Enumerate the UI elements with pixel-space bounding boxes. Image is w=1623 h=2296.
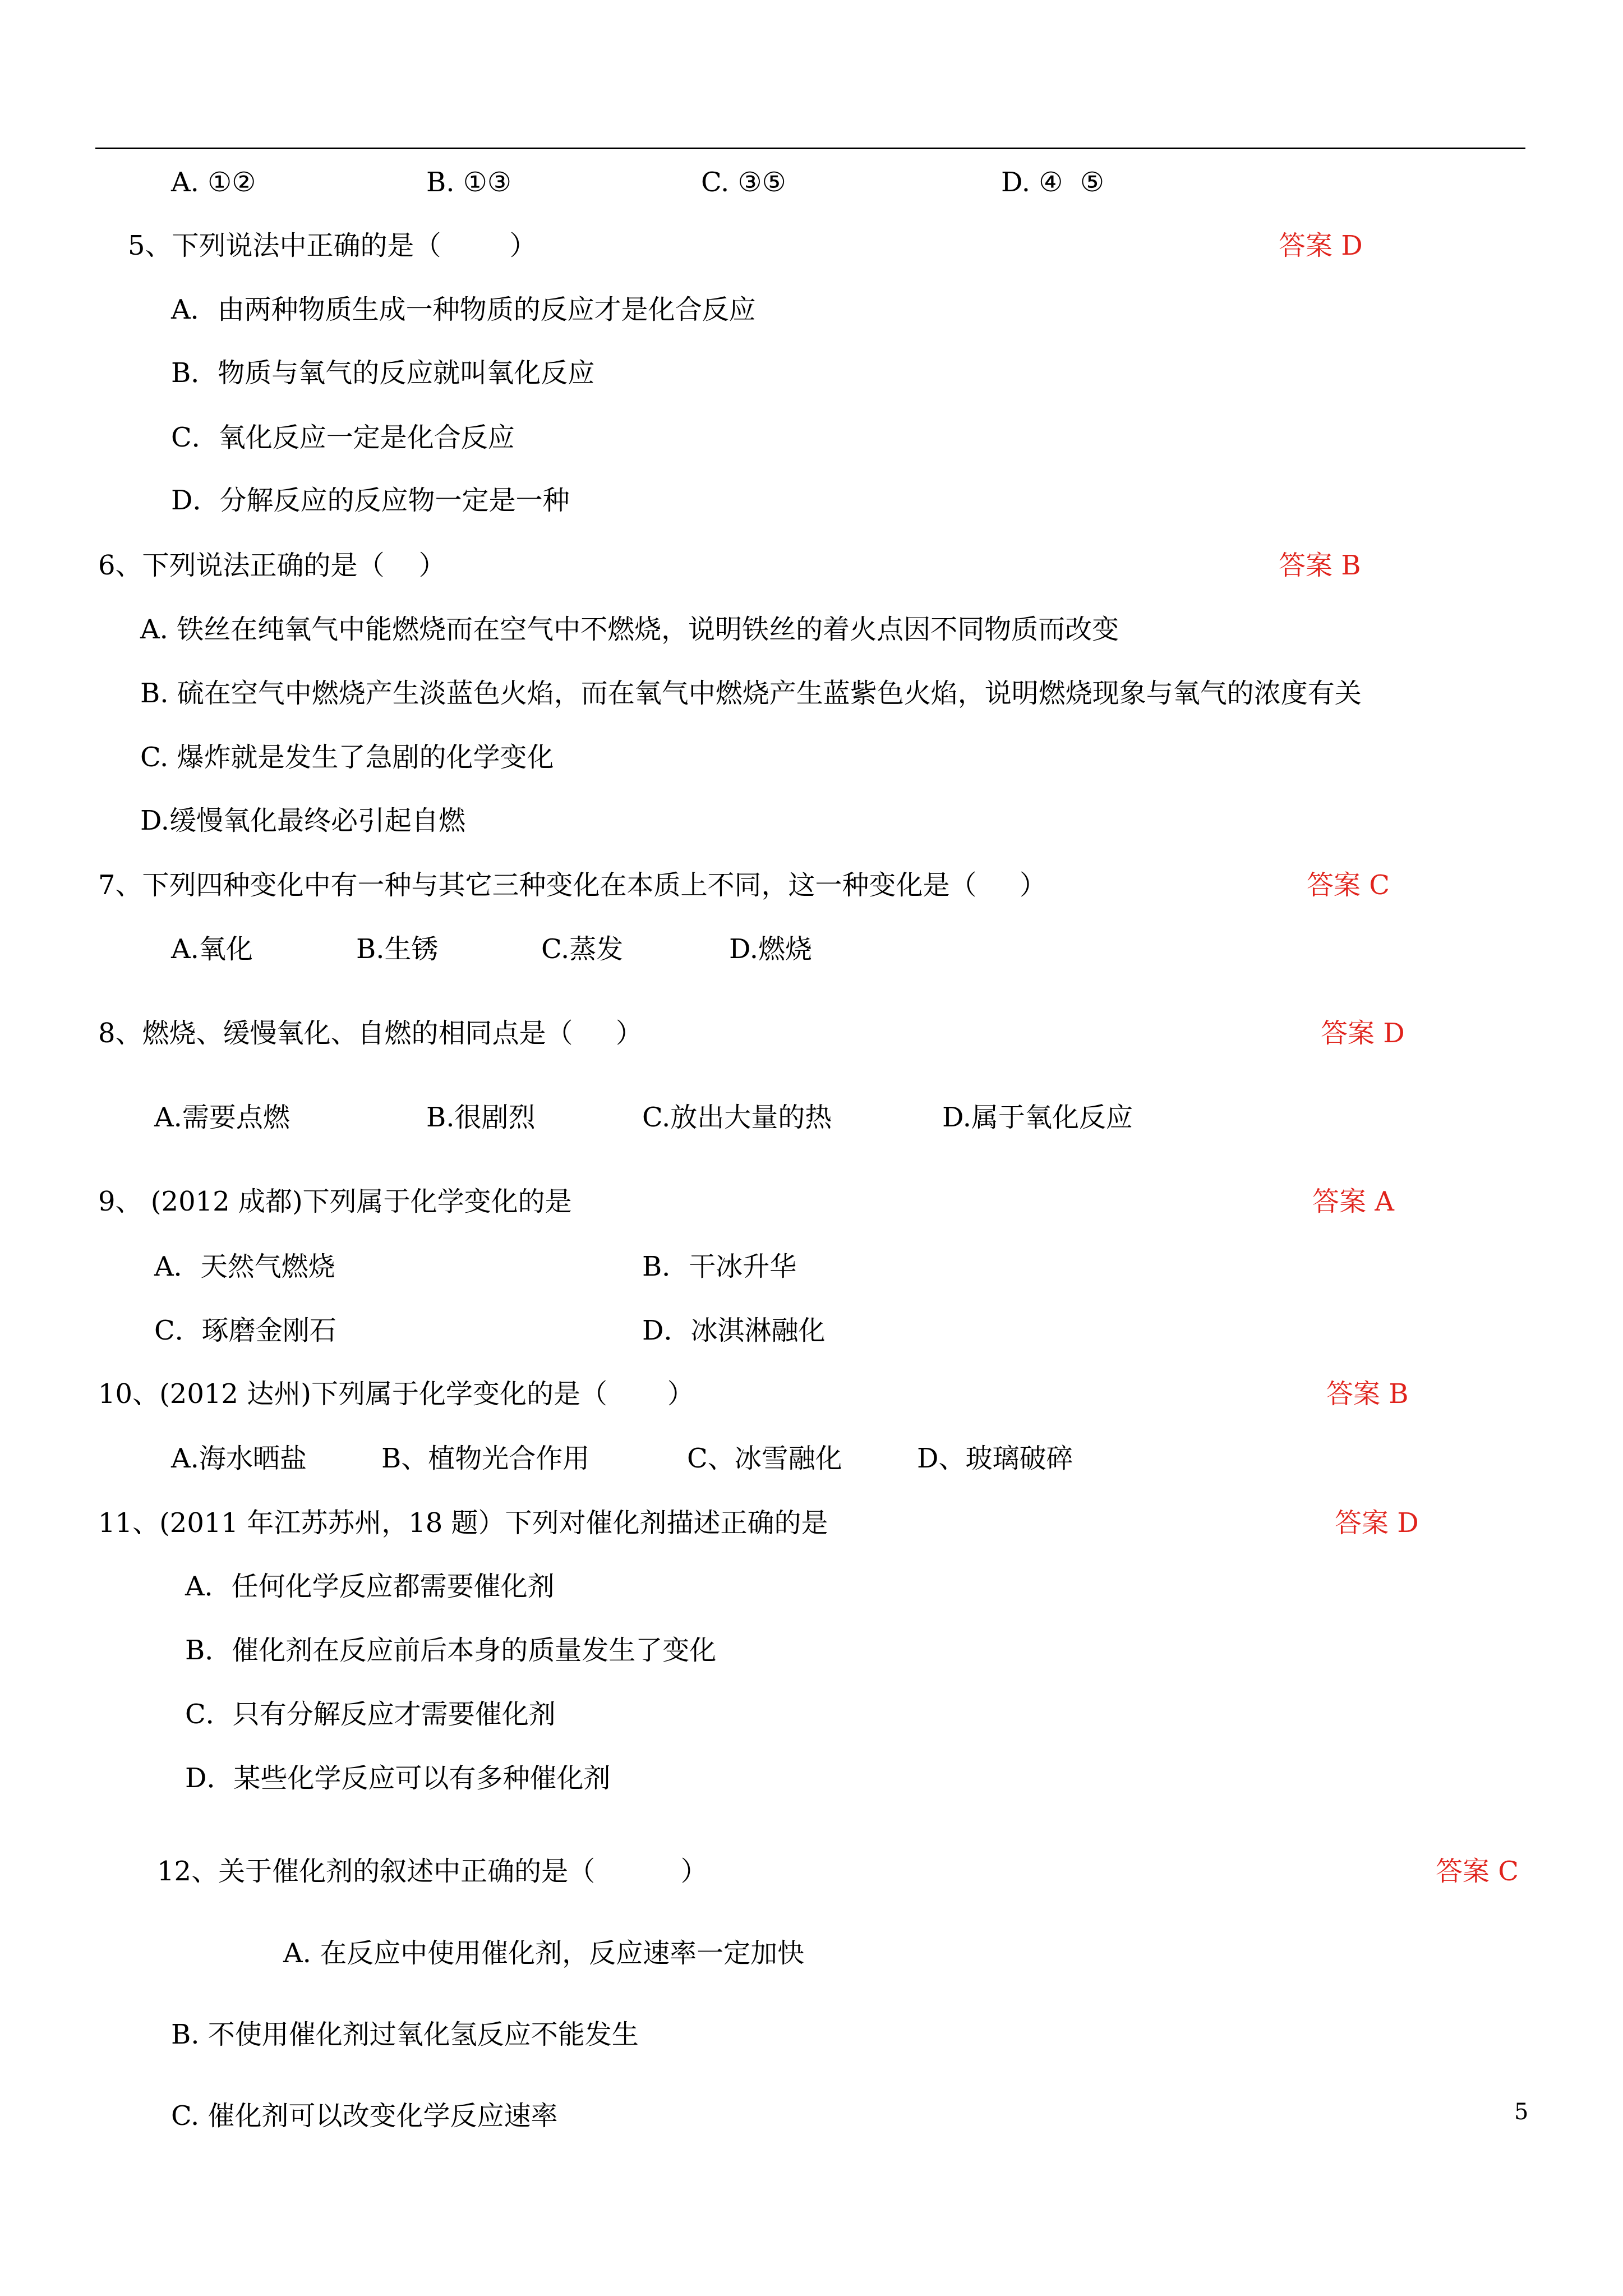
option-b: B. ①③ bbox=[426, 167, 511, 198]
q10-option-a: A.海水晒盐 bbox=[171, 1443, 307, 1474]
q8-stem: 8、燃烧、缓慢氧化、自燃的相同点是（ ） bbox=[98, 1018, 643, 1049]
q6-option-a: A. 铁丝在纯氧气中能燃烧而在空气中不燃烧，说明铁丝的着火点因不同物质而改变 bbox=[140, 614, 1119, 645]
q6-option-d: D.缓慢氧化最终必引起自燃 bbox=[140, 805, 466, 836]
q8-answer: 答案 D bbox=[1321, 1018, 1405, 1049]
q6-option-b: B. 硫在空气中燃烧产生淡蓝色火焰，而在氧气中燃烧产生蓝紫色火焰，说明燃烧现象与氧气的浓度有关 bbox=[140, 678, 1362, 709]
q5-option-b: B．物质与氧气的反应就叫氧化反应 bbox=[171, 357, 595, 389]
q11-option-c: C．只有分解反应才需要催化剂 bbox=[185, 1699, 556, 1730]
q11-answer: 答案 D bbox=[1335, 1507, 1419, 1539]
q12-option-b: B. 不使用催化剂过氧化氢反应不能发生 bbox=[171, 2019, 639, 2050]
q8-option-d: D.属于氧化反应 bbox=[942, 1102, 1133, 1133]
header-rule bbox=[95, 148, 1525, 149]
q5-stem: 5、下列说法中正确的是（ ） bbox=[128, 230, 537, 261]
q10-option-d: D、玻璃破碎 bbox=[917, 1443, 1073, 1474]
q7-option-a: A.氧化 bbox=[171, 933, 253, 965]
q12-stem: 12、关于催化剂的叙述中正确的是（ ） bbox=[157, 1856, 708, 1887]
q11-option-d: D．某些化学反应可以有多种催化剂 bbox=[185, 1763, 611, 1794]
q12-answer: 答案 C bbox=[1436, 1856, 1519, 1887]
q5-option-d: D．分解反应的反应物一定是一种 bbox=[171, 485, 570, 516]
q12-option-c: C. 催化剂可以改变化学反应速率 bbox=[171, 2100, 558, 2132]
q7-option-b: B.生锈 bbox=[356, 933, 439, 965]
q9-answer: 答案 A bbox=[1312, 1186, 1394, 1217]
q7-stem: 7、下列四种变化中有一种与其它三种变化在本质上不同，这一种变化是（ ） bbox=[98, 869, 1046, 901]
q5-answer: 答案 D bbox=[1279, 230, 1363, 261]
q9-option-b: B．干冰升华 bbox=[642, 1251, 797, 1282]
q7-option-c: C.蒸发 bbox=[541, 933, 624, 965]
q11-stem: 11、(2011 年江苏苏州，18 题）下列对催化剂描述正确的是 bbox=[98, 1507, 828, 1539]
page-number: 5 bbox=[1514, 2099, 1529, 2125]
q10-option-b: B、植物光合作用 bbox=[381, 1443, 590, 1474]
q8-option-a: A.需要点燃 bbox=[154, 1102, 290, 1133]
option-c: C. ③⑤ bbox=[701, 167, 786, 198]
q6-stem: 6、下列说法正确的是（ ） bbox=[98, 550, 446, 581]
q7-option-d: D.燃烧 bbox=[729, 933, 813, 965]
q11-option-a: A．任何化学反应都需要催化剂 bbox=[185, 1571, 555, 1602]
q11-option-b: B．催化剂在反应前后本身的质量发生了变化 bbox=[185, 1635, 717, 1666]
q10-answer: 答案 B bbox=[1326, 1378, 1409, 1410]
q9-option-c: C．琢磨金刚石 bbox=[154, 1315, 336, 1346]
q10-option-c: C、冰雪融化 bbox=[687, 1443, 842, 1474]
q5-option-a: A．由两种物质生成一种物质的反应才是化合反应 bbox=[171, 294, 756, 325]
q8-option-b: B.很剧烈 bbox=[426, 1102, 536, 1133]
q10-stem: 10、(2012 达州)下列属于化学变化的是（ ） bbox=[98, 1378, 694, 1410]
option-d: D. ④ ⑤ bbox=[1001, 167, 1104, 198]
q5-option-c: C．氧化反应一定是化合反应 bbox=[171, 422, 515, 453]
q9-option-a: A．天然气燃烧 bbox=[154, 1251, 335, 1282]
q8-option-c: C.放出大量的热 bbox=[642, 1102, 832, 1133]
option-a: A. ①② bbox=[171, 167, 256, 198]
q6-option-c: C. 爆炸就是发生了急剧的化学变化 bbox=[140, 742, 554, 773]
q7-answer: 答案 C bbox=[1307, 869, 1390, 901]
q9-stem: 9、 (2012 成都)下列属于化学变化的是 bbox=[98, 1186, 572, 1217]
q9-option-d: D．冰淇淋融化 bbox=[642, 1315, 826, 1346]
q12-option-a: A. 在反应中使用催化剂，反应速率一定加快 bbox=[283, 1938, 805, 1969]
q6-answer: 答案 B bbox=[1279, 550, 1361, 581]
